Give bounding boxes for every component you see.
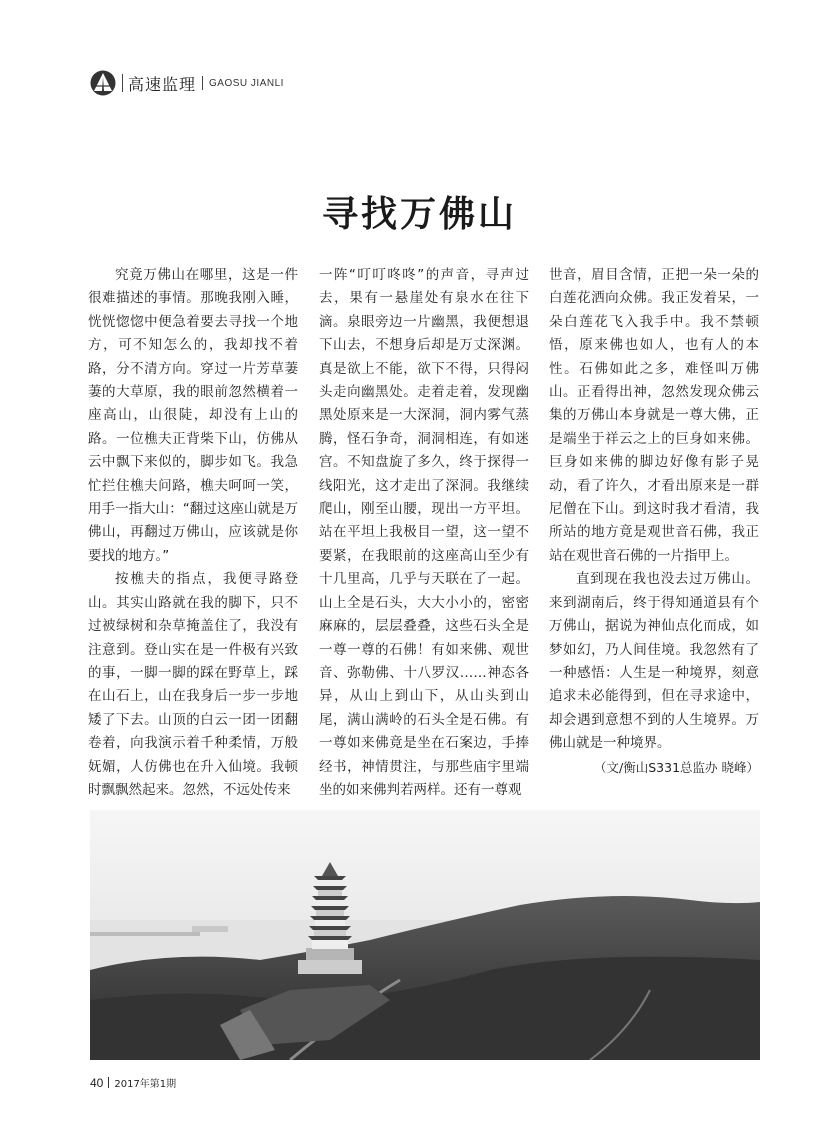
- highway-logo-icon: [90, 70, 116, 96]
- text-column-3: [549, 264, 759, 779]
- header-divider-2: [202, 76, 203, 90]
- text-column-1: [88, 264, 298, 802]
- magazine-title: 高速监理: [128, 74, 197, 94]
- magazine-header: [90, 68, 284, 98]
- header-divider: [122, 74, 123, 92]
- issue-label: 2017年第1期: [114, 1079, 177, 1090]
- text-column-2: [319, 264, 529, 802]
- page-footer: [90, 1075, 176, 1090]
- paragraph: 按樵夫的指点，我便寻路登山。其实山路就在我的脚下，只不过被绿树和杂草掩盖住了，我没有注意到。登山实在是一件极有兴致的事，一脚一脚的踩在野草上，踩在山石上，山在我身后一步一步地矮了下去。山顶的白云一团一团翻卷着，向我演示着千种柔情，万般妩媚，人仿佛也在升入仙境。我顿时飘飘然起来。忽然，不远处传来: [88, 571, 298, 798]
- paragraph: 究竟万佛山在哪里，这是一件很难描述的事情。那晚我刚入睡，恍恍惚惚中便急着要去寻找一个地方，可不知怎么的，我却找不着路，分不清方向。穿过一片芳草萋萋的大草原，我的眼前忽然横着一座高山，山很陡，却没有上山的路。一位樵夫正背柴下山，仿佛从云中飘下来似的，脚步如飞。我急忙拦住樵夫问路，樵夫呵呵一笑，用手一指大山：“翻过这座山就是万佛山，再翻过万佛山，应该就是你要找的地方。”: [88, 267, 298, 564]
- landscape-photo: [90, 810, 760, 1060]
- paragraph: 世音，眉目含情，正把一朵一朵的白莲花洒向众佛。我正发着呆，一朵白莲花飞入我手中。我不禁顿悟，原来佛也如人，也有人的本性。石佛如此之多，难怪叫万佛山。正看得出神，忽然发现众佛云集的万佛山本身就是一尊大佛，正是端坐于祥云之上的巨身如来佛。巨身如来佛的脚边好像有影子晃动，看了许久，才看出原来是一群尼僧在下山。到这时我才看清，我所站的地方竟是观世音石佛，我正站在观世音石佛的一片指甲上。: [549, 267, 759, 564]
- magazine-subtitle: GAOSU JIANLI: [209, 77, 284, 89]
- article-title: 寻找万佛山: [321, 194, 517, 235]
- paragraph: 一阵“叮叮咚咚”的声音，寻声过去，果有一悬崖处有泉水在往下滴。泉眼旁边一片幽黑，我便想退下山去，不想身后却是万丈深渊。真是欲上不能，欲下不得，只得闷头走向幽黑处。走着走着，发现幽黑处原来是一大深洞，洞内雾气蒸腾，怪石争奇，洞洞相连，有如迷宫。不知盘旋了多久，终于探得一线阳光，这才走出了深洞。我继续爬山，刚至山腰，现出一方平坦。站在平坦上我极目一望，这一望不要紧，在我眼前的这座高山至少有十几里高，几乎与天联在了一起。山上全是石头，大大小小的，密密麻麻的，层层叠叠，这些石头全是一尊一尊的石佛！有如来佛、观世音、弥勒佛、十八罗汉……神态各异，从山上到山下，从山头到山尾，满山满岭的石头全是石佛。有一尊如来佛竟是坐在石案边，手捧经书，神情贯注，与那些庙宇里端坐的如来佛判若两样。还有一尊观: [319, 267, 529, 798]
- page-number: 40: [90, 1075, 104, 1090]
- paragraph: 直到现在我也没去过万佛山。来到湖南后，终于得知通道县有个万佛山，据说为神仙点化而成，如梦如幻，乃人间佳境。我忽然有了一种感悟：人生是一种境界，刻意追求未必能得到，但在寻求途中，却会遇到意想不到的人生境界。万佛山就是一种境界。: [549, 571, 759, 752]
- footer-divider: [108, 1077, 109, 1088]
- author-credit: （文/衡山S331总监办 晓峰）: [594, 759, 759, 775]
